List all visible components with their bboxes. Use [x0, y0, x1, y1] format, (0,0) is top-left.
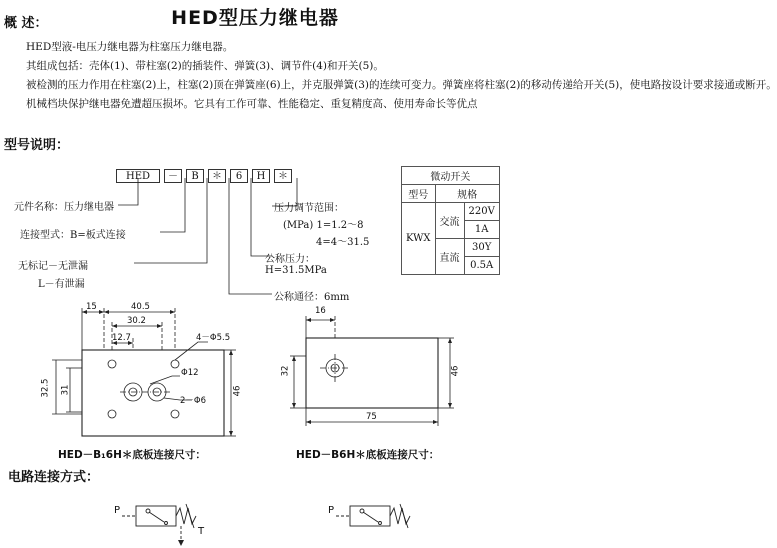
dim-40-5: 40.5	[131, 302, 150, 312]
dim-15: 15	[86, 302, 97, 312]
table-ac-current: 1A	[464, 221, 499, 239]
label-nominal-diameter: 公称通径：6mm	[274, 292, 350, 303]
circuit-right-port-p: P	[328, 505, 335, 516]
label-component-name: 元件名称：压力继电器	[14, 202, 114, 213]
table-title: 微动开关	[402, 167, 500, 185]
dim-holes: 4－Φ5.5	[196, 333, 231, 343]
dim-75: 75	[366, 412, 377, 422]
circuit-left-port-t: T	[198, 526, 205, 537]
dim-phi6: 2－Φ6	[180, 396, 207, 406]
code-box-dash: －	[164, 169, 182, 183]
overview-paragraph-4: 机械档块保护继电器免遭超压损坏。它具有工作可靠、性能稳定、重复精度高、使用寿命长等优点	[26, 98, 478, 110]
table-dc-current: 0.5A	[464, 257, 499, 275]
table-model-kwx: KWX	[402, 203, 436, 275]
label-leak-yes: L－有泄漏	[38, 279, 85, 290]
circuit-heading: 电路连接方式：	[8, 470, 100, 485]
overview-heading: 概 述：	[4, 16, 48, 31]
table-dc-label: 直流	[435, 239, 464, 275]
caption-right: HED－B6H＊底板连接尺寸：	[296, 449, 440, 461]
label-pressure-range-line2: 4=4～31.5	[316, 237, 370, 248]
dim-32: 32	[280, 365, 291, 377]
dim-46-left: 46	[232, 385, 243, 397]
label-nominal-pressure-title: 公称压力：	[265, 254, 315, 265]
dim-30-2: 30.2	[127, 316, 146, 326]
table-ac-voltage: 220V	[464, 203, 499, 221]
overview-paragraph-1: HED型液-电压力继电器为柱塞压力继电器。	[26, 41, 234, 53]
label-leak-none: 无标记－无泄漏	[18, 261, 88, 272]
label-nominal-pressure-value: H=31.5MPa	[265, 265, 327, 276]
label-pressure-range-line1: (MPa) 1=1.2～8	[283, 220, 364, 231]
page-title: HED型压力继电器	[171, 7, 339, 29]
dim-46-right: 46	[450, 365, 461, 377]
dim-12-7: 12.7	[112, 333, 131, 343]
circuit-left-port-p: P	[114, 505, 121, 516]
dim-phi12: Φ12	[181, 368, 199, 378]
caption-left: HED－B₁6H＊底板连接尺寸：	[58, 449, 206, 461]
table-ac-label: 交流	[435, 203, 464, 239]
dim-32-5: 32.5	[40, 378, 51, 398]
code-box-b: B	[186, 169, 204, 183]
model-heading: 型号说明：	[4, 138, 70, 153]
code-box-leak: ＊	[208, 169, 226, 183]
overview-paragraph-2: 其组成包括：壳体(1)、带柱塞(2)的插装件、弹簧(3)、调节件(4)和开关(5)。	[26, 60, 384, 72]
code-box-hed: HED	[116, 169, 160, 183]
label-pressure-range-title: 压力调节范围：	[274, 203, 344, 214]
overview-paragraph-3: 被检测的压力作用在柱塞(2)上，柱塞(2)顶在弹簧座(6)上，并克服弹簧(3)的连续可变力。弹簧座将柱塞(2)的移动传递给开关(5)，使电路按设计要求接通或断开。	[26, 79, 777, 91]
table-header-model: 型号	[402, 185, 436, 203]
dim-16: 16	[315, 306, 326, 316]
code-box-range: ＊	[274, 169, 292, 183]
code-box-h: H	[252, 169, 270, 183]
dim-31: 31	[60, 384, 71, 396]
code-box-6: 6	[230, 169, 248, 183]
table-header-spec: 规格	[435, 185, 499, 203]
label-connection-type: 连接型式：B=板式连接	[20, 230, 126, 241]
table-dc-voltage: 30Y	[464, 239, 499, 257]
